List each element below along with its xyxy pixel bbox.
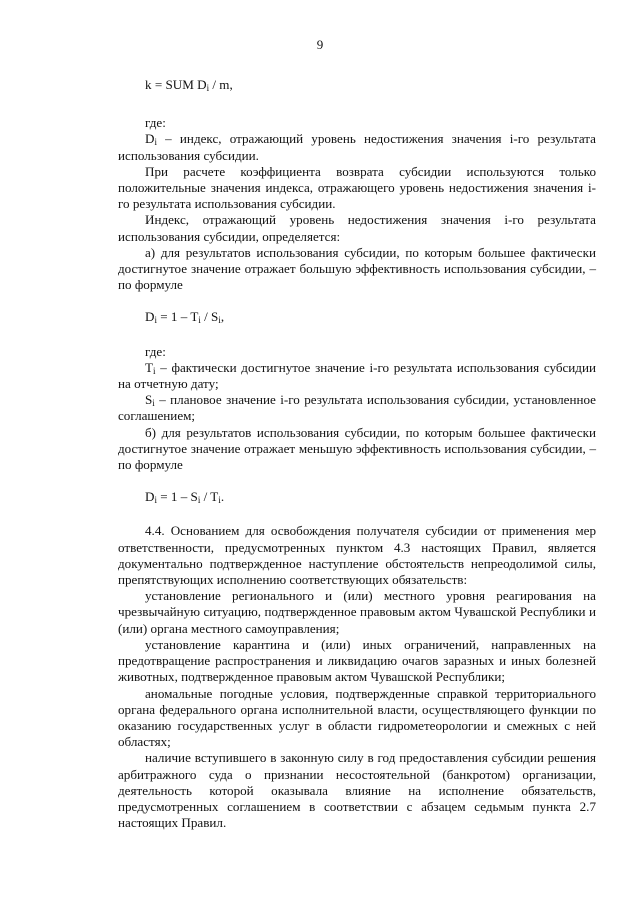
where-label-2: где:	[145, 343, 166, 359]
page-number: 9	[316, 37, 324, 52]
paragraph-index-definition: Индекс, отражающий уровень недостижения значения i-го результата использования субсидии, определяется:	[118, 212, 596, 244]
document-body	[118, 77, 596, 831]
formula-b: $D_i = 1 - S_i / T_i$.	[145, 489, 225, 506]
paragraph-positive-values: При расчете коэффициента возврата субсидии используются только положительные значения индекса, отражающего уровень недостижения значения i-го результата использования субсидии.	[118, 163, 596, 212]
list-item: установление карантина и (или) иных ограничений, направленных на предотвращение распространения и ликвидацию очагов заразных и иных болезней животных, подтвержденное правовым актом Чувашской Республики;	[118, 636, 596, 685]
formula-k: k = SUM $D_i$ / m,	[145, 77, 233, 93]
where-label-1: где:	[145, 115, 166, 131]
definition-s: $S_i$ – плановое значение i-го результата использования субсидии, установленное соглашением;	[118, 392, 596, 424]
formula-a: $D_i = 1 - T_i / S_i$,	[145, 309, 225, 326]
list-item-a: а) для результатов использования субсидии, по которым большее фактически достигнутое значение отражает большую эффективность использования субсидии, – по формуле	[118, 244, 596, 293]
list-item: установление регионального и (или) местного уровня реагирования на чрезвычайную ситуацию, подтвержденное правовым актом Чувашской Республики и (или) органа местного самоуправления;	[118, 588, 596, 636]
list-item: наличие вступившего в законную силу в год предоставления субсидии решения арбитражного суда о признании несостоятельной (банкротом) организации, деятельность которой оказывала влияние на исполнение обязательств, предусмотренных соглашением в соответствии с абзацем седьмым пункта 2.7 настоящих Правил.	[118, 750, 596, 831]
list-item: аномальные погодные условия, подтвержденные справкой территориального органа федерального органа исполнительной власти, осуществляющего функции по оказанию государственных услуг в области гидрометеорологии и смежных с ней областях;	[118, 685, 596, 750]
definition-t: $T_i$ – фактически достигнутое значение i-го результата использования субсидии на отчетную дату;	[118, 359, 596, 392]
definition-d: $D_i$ – индекс, отражающий уровень недостижения значения i-го результата использования субсидии.	[118, 131, 596, 163]
section-4-4: 4.4. Основанием для освобождения получателя субсидии от применения мер ответственности, предусмотренных пунктом 4.3 настоящих Правил, является документально подтвержденное наступление обстоятельств непреодолимой силы, препятствующих исполнению соответствующих обязательств:	[118, 523, 596, 588]
list-item-b: б) для результатов использования субсидии, по которым большее фактически достигнутое значение отражает меньшую эффективность использования субсидии, – по формуле	[118, 424, 596, 473]
